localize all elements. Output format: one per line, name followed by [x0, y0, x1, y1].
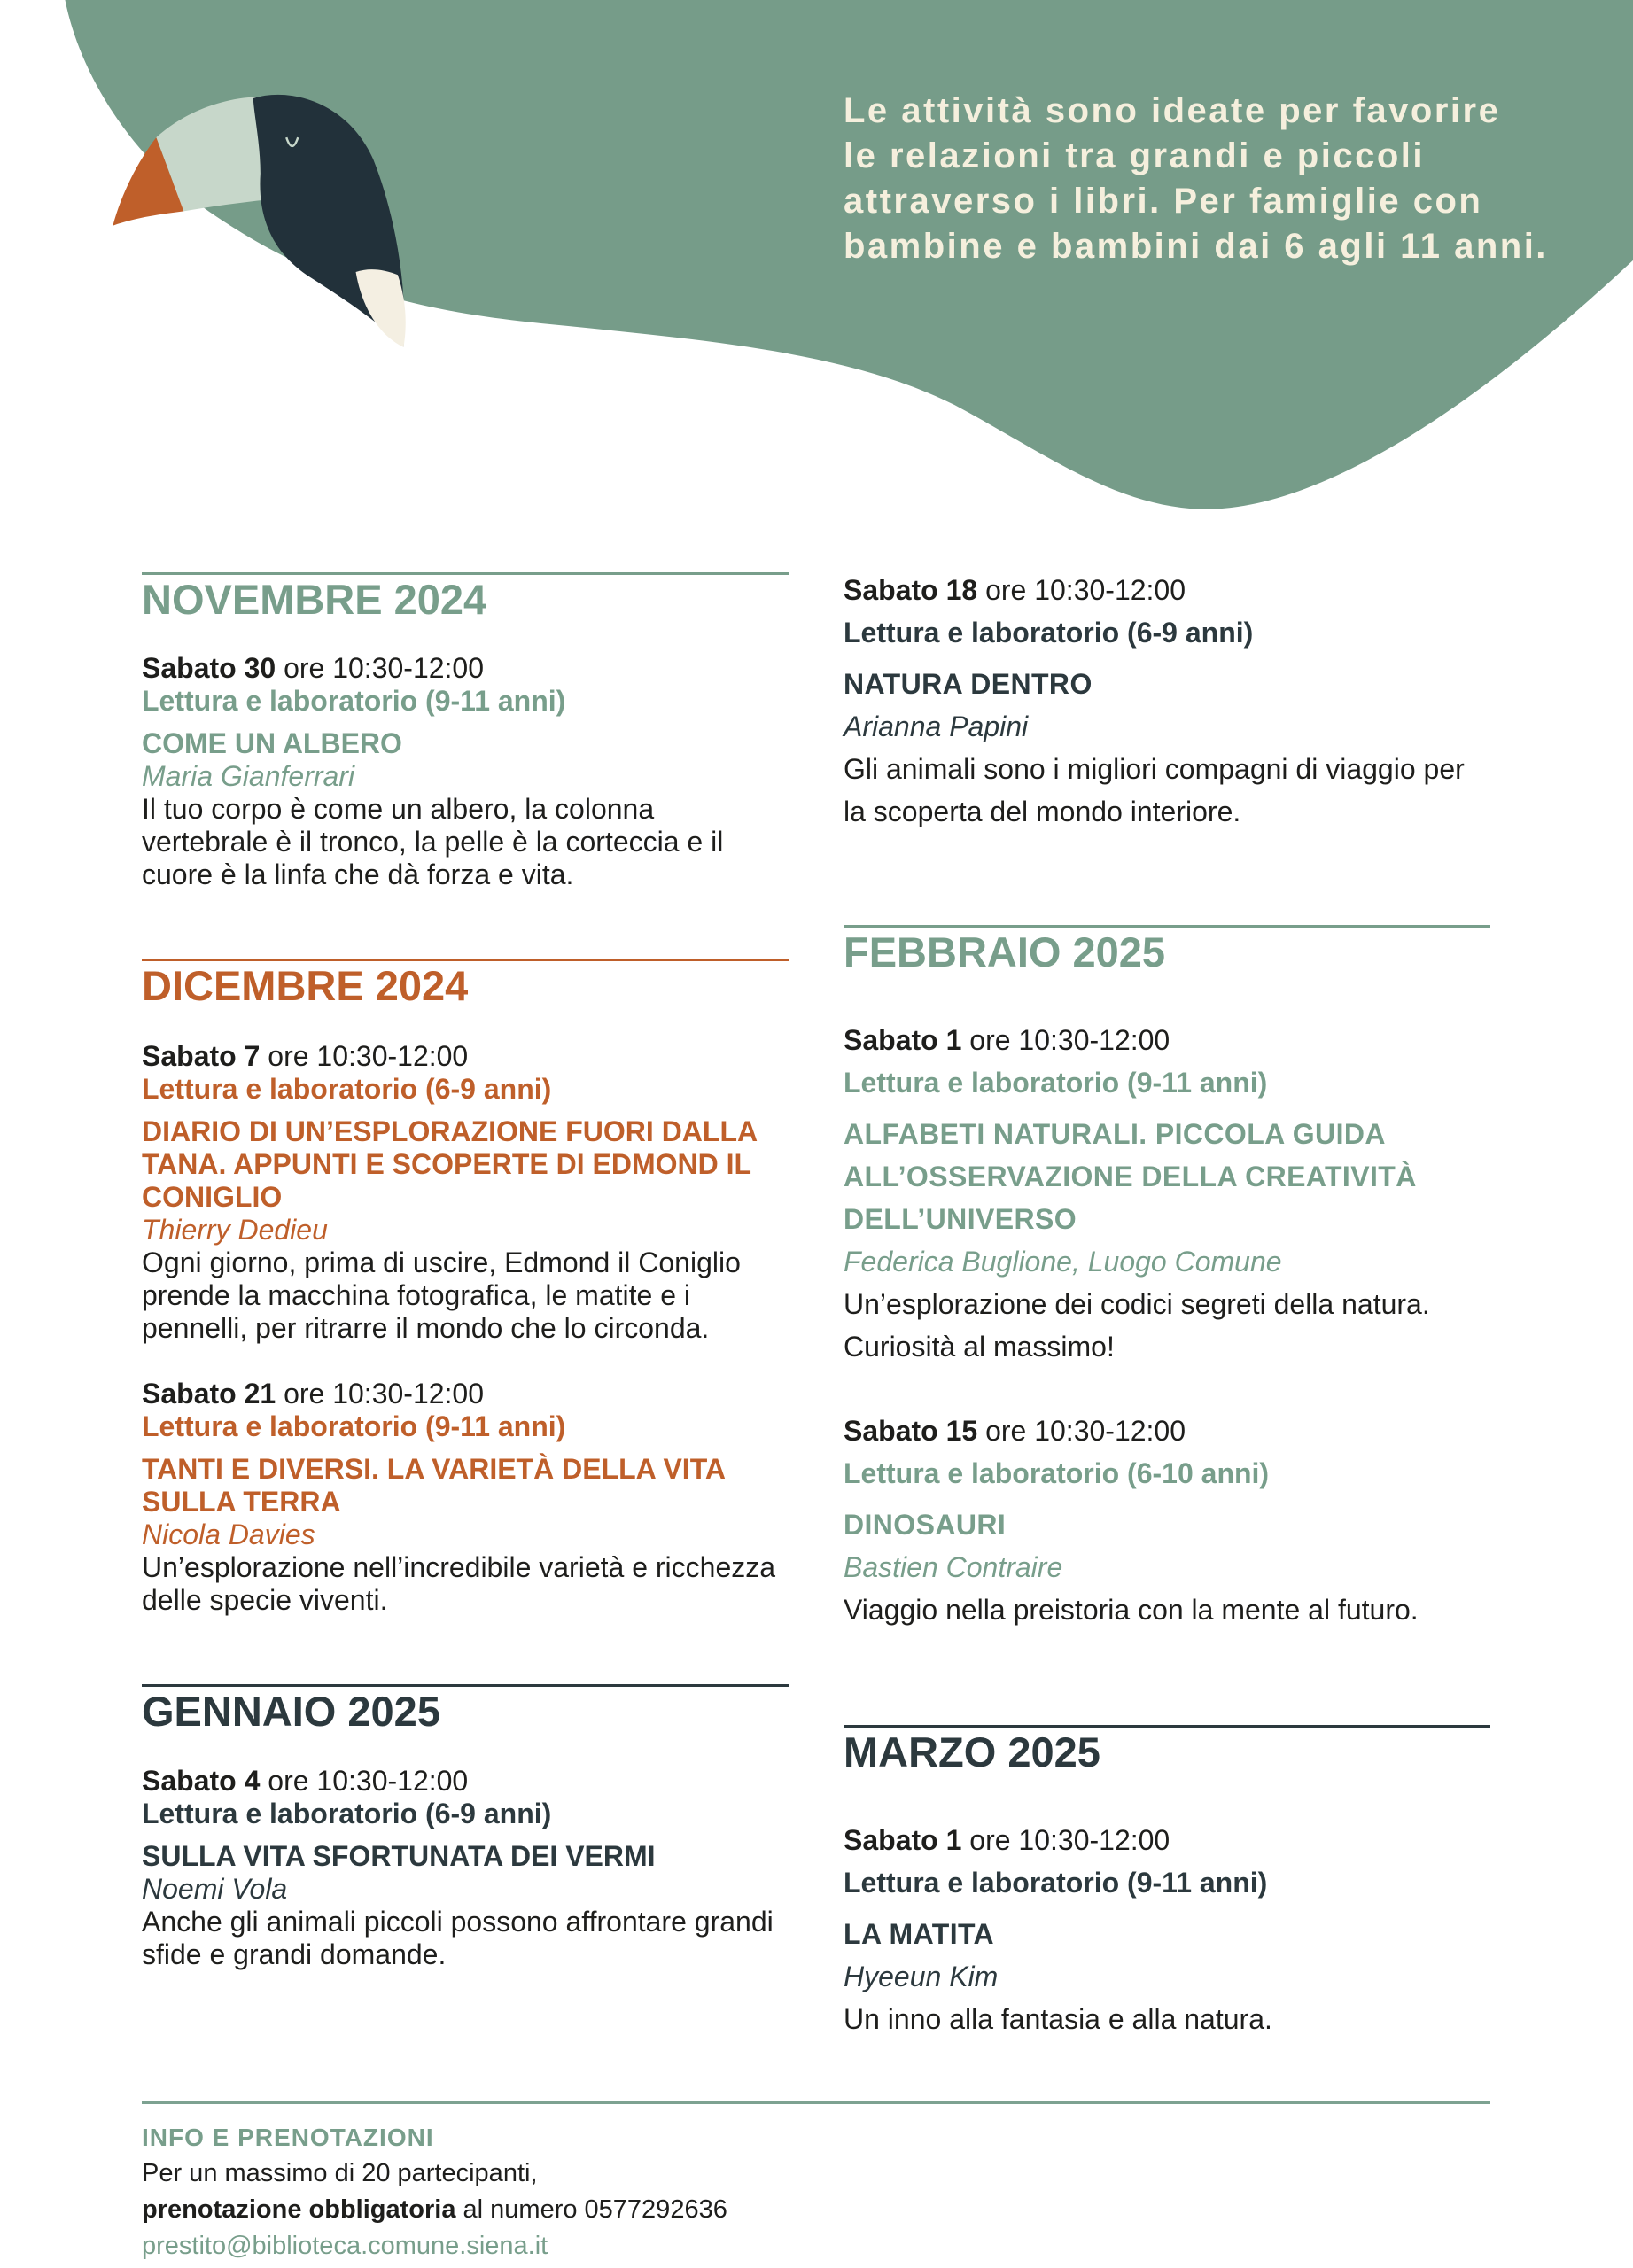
event-author: Nicola Davies [142, 1518, 315, 1550]
event-description: Anche gli animali piccoli possono affrontare grandi sfide e grandi domande. [142, 1906, 774, 1970]
event-description: Un’esplorazione nell’incredibile varietà e ricchezza delle specie viventi. [142, 1551, 776, 1616]
event-title: COME UN ALBERO [142, 727, 402, 759]
event-day: Sabato 30 [142, 652, 276, 684]
event-day: Sabato 21 [142, 1378, 276, 1410]
event-time: ore 10:30-12:00 [268, 1040, 469, 1072]
event-gennaio-4 [142, 1765, 789, 1971]
month-header-marzo [844, 1725, 1490, 1773]
event-time: ore 10:30-12:00 [268, 1765, 469, 1797]
month-title: NOVEMBRE 2024 [142, 576, 487, 623]
event-date [844, 1819, 1490, 1861]
event-dicembre-21 [142, 1378, 789, 1617]
footer-heading: INFO E PRENOTAZIONI [142, 2124, 434, 2151]
event-description: Ogni giorno, prima di uscire, Edmond il Coniglio prende la macchina fotografica, le matite e i pennelli, per ritrarre il mondo che lo circonda. [142, 1247, 741, 1344]
footer-booking-bold: prenotazione obbligatoria [142, 2195, 456, 2224]
event-day: Sabato 7 [142, 1040, 261, 1072]
event-day: Sabato 1 [844, 1024, 962, 1056]
event-author: Bastien Contraire [844, 1551, 1063, 1583]
event-date [142, 652, 789, 685]
footer-divider [142, 2101, 1490, 2104]
event-date [142, 1378, 789, 1410]
footer-booking [142, 2192, 1490, 2228]
event-marzo-1 [844, 1819, 1490, 2040]
event-gennaio-18 [844, 569, 1490, 833]
footer-email-link[interactable]: prestito@biblioteca.comune.siena.it [142, 2232, 548, 2260]
event-description: Gli animali sono i migliori compagni di viaggio per la scoperta del mondo interiore. [844, 753, 1465, 827]
event-time: ore 10:30-12:00 [969, 1824, 1170, 1856]
event-febbraio-1 [844, 1019, 1490, 1368]
event-day: Sabato 15 [844, 1415, 978, 1447]
event-day: Sabato 18 [844, 574, 978, 606]
event-date [142, 1040, 789, 1073]
month-title: FEBBRAIO 2025 [844, 928, 1166, 975]
event-novembre-30 [142, 652, 789, 891]
event-day: Sabato 4 [142, 1765, 261, 1797]
footer-participants: Per un massimo di 20 partecipanti, [142, 2159, 538, 2187]
event-date [142, 1765, 789, 1798]
event-type: Lettura e laboratorio (9-11 anni) [844, 1867, 1268, 1899]
event-author: Noemi Vola [142, 1873, 288, 1905]
event-time: ore 10:30-12:00 [985, 1415, 1186, 1447]
event-author: Hyeeun Kim [844, 1961, 999, 1992]
month-header-gennaio [142, 1684, 789, 1735]
month-title: DICEMBRE 2024 [142, 962, 469, 1009]
event-type: Lettura e laboratorio (9-11 anni) [142, 685, 566, 717]
event-time: ore 10:30-12:00 [284, 1378, 485, 1410]
event-time: ore 10:30-12:00 [284, 652, 485, 684]
event-author: Federica Buglione, Luogo Comune [844, 1246, 1282, 1278]
event-title: DIARIO DI UN’ESPLORAZIONE FUORI DALLA TANA. APPUNTI E SCOPERTE DI EDMOND IL CONIGLIO [142, 1115, 758, 1213]
month-title: GENNAIO 2025 [142, 1688, 440, 1735]
event-author: Arianna Papini [844, 711, 1029, 742]
event-type: Lettura e laboratorio (9-11 anni) [844, 1067, 1268, 1099]
event-description: Il tuo corpo è come un albero, la colonna vertebrale è il tronco, la pelle è la corteccia e il cuore è la linfa che dà forza e vita. [142, 793, 724, 890]
event-title: DINOSAURI [844, 1509, 1007, 1541]
event-title: LA MATITA [844, 1918, 995, 1950]
event-description: Viaggio nella preistoria con la mente al futuro. [844, 1594, 1419, 1626]
footer-email-line [142, 2228, 1490, 2264]
event-author: Maria Gianferrari [142, 760, 355, 792]
footer-booking-phone: al numero 0577292636 [463, 2195, 727, 2224]
footer-info [142, 2119, 1490, 2264]
event-type: Lettura e laboratorio (6-9 anni) [844, 617, 1254, 649]
event-date [844, 569, 1490, 611]
intro-text: Le attività sono ideate per favorire le relazioni tra grandi e piccoli attraverso i libri. Per famiglie con bambine e bambini dai 6 agli 11 anni. [844, 91, 1548, 266]
event-date [844, 1410, 1490, 1452]
event-dicembre-7 [142, 1040, 789, 1345]
event-time: ore 10:30-12:00 [985, 574, 1186, 606]
month-header-febbraio [844, 925, 1490, 973]
event-type: Lettura e laboratorio (6-9 anni) [142, 1798, 552, 1829]
event-author: Thierry Dedieu [142, 1214, 328, 1246]
event-title: TANTI E DIVERSI. LA VARIETÀ DELLA VITA SULLA TERRA [142, 1453, 726, 1518]
event-description: Un inno alla fantasia e alla natura. [844, 2003, 1272, 2035]
event-title: SULLA VITA SFORTUNATA DEI VERMI [142, 1840, 656, 1872]
event-description: Un’esplorazione dei codici segreti della natura. Curiosità al massimo! [844, 1288, 1430, 1363]
event-title: NATURA DENTRO [844, 668, 1093, 700]
event-time: ore 10:30-12:00 [969, 1024, 1170, 1056]
event-date [844, 1019, 1490, 1061]
month-header-novembre [142, 572, 789, 623]
event-type: Lettura e laboratorio (6-10 anni) [844, 1457, 1270, 1489]
event-type: Lettura e laboratorio (9-11 anni) [142, 1410, 566, 1442]
event-febbraio-15 [844, 1410, 1490, 1631]
month-header-dicembre [142, 959, 789, 1009]
event-title: ALFABETI NATURALI. PICCOLA GUIDA ALL’OSSERVAZIONE DELLA CREATIVITÀ DELL’UNIVERSO [844, 1118, 1417, 1235]
event-day: Sabato 1 [844, 1824, 962, 1856]
month-title: MARZO 2025 [844, 1728, 1100, 1775]
event-type: Lettura e laboratorio (6-9 anni) [142, 1073, 552, 1105]
